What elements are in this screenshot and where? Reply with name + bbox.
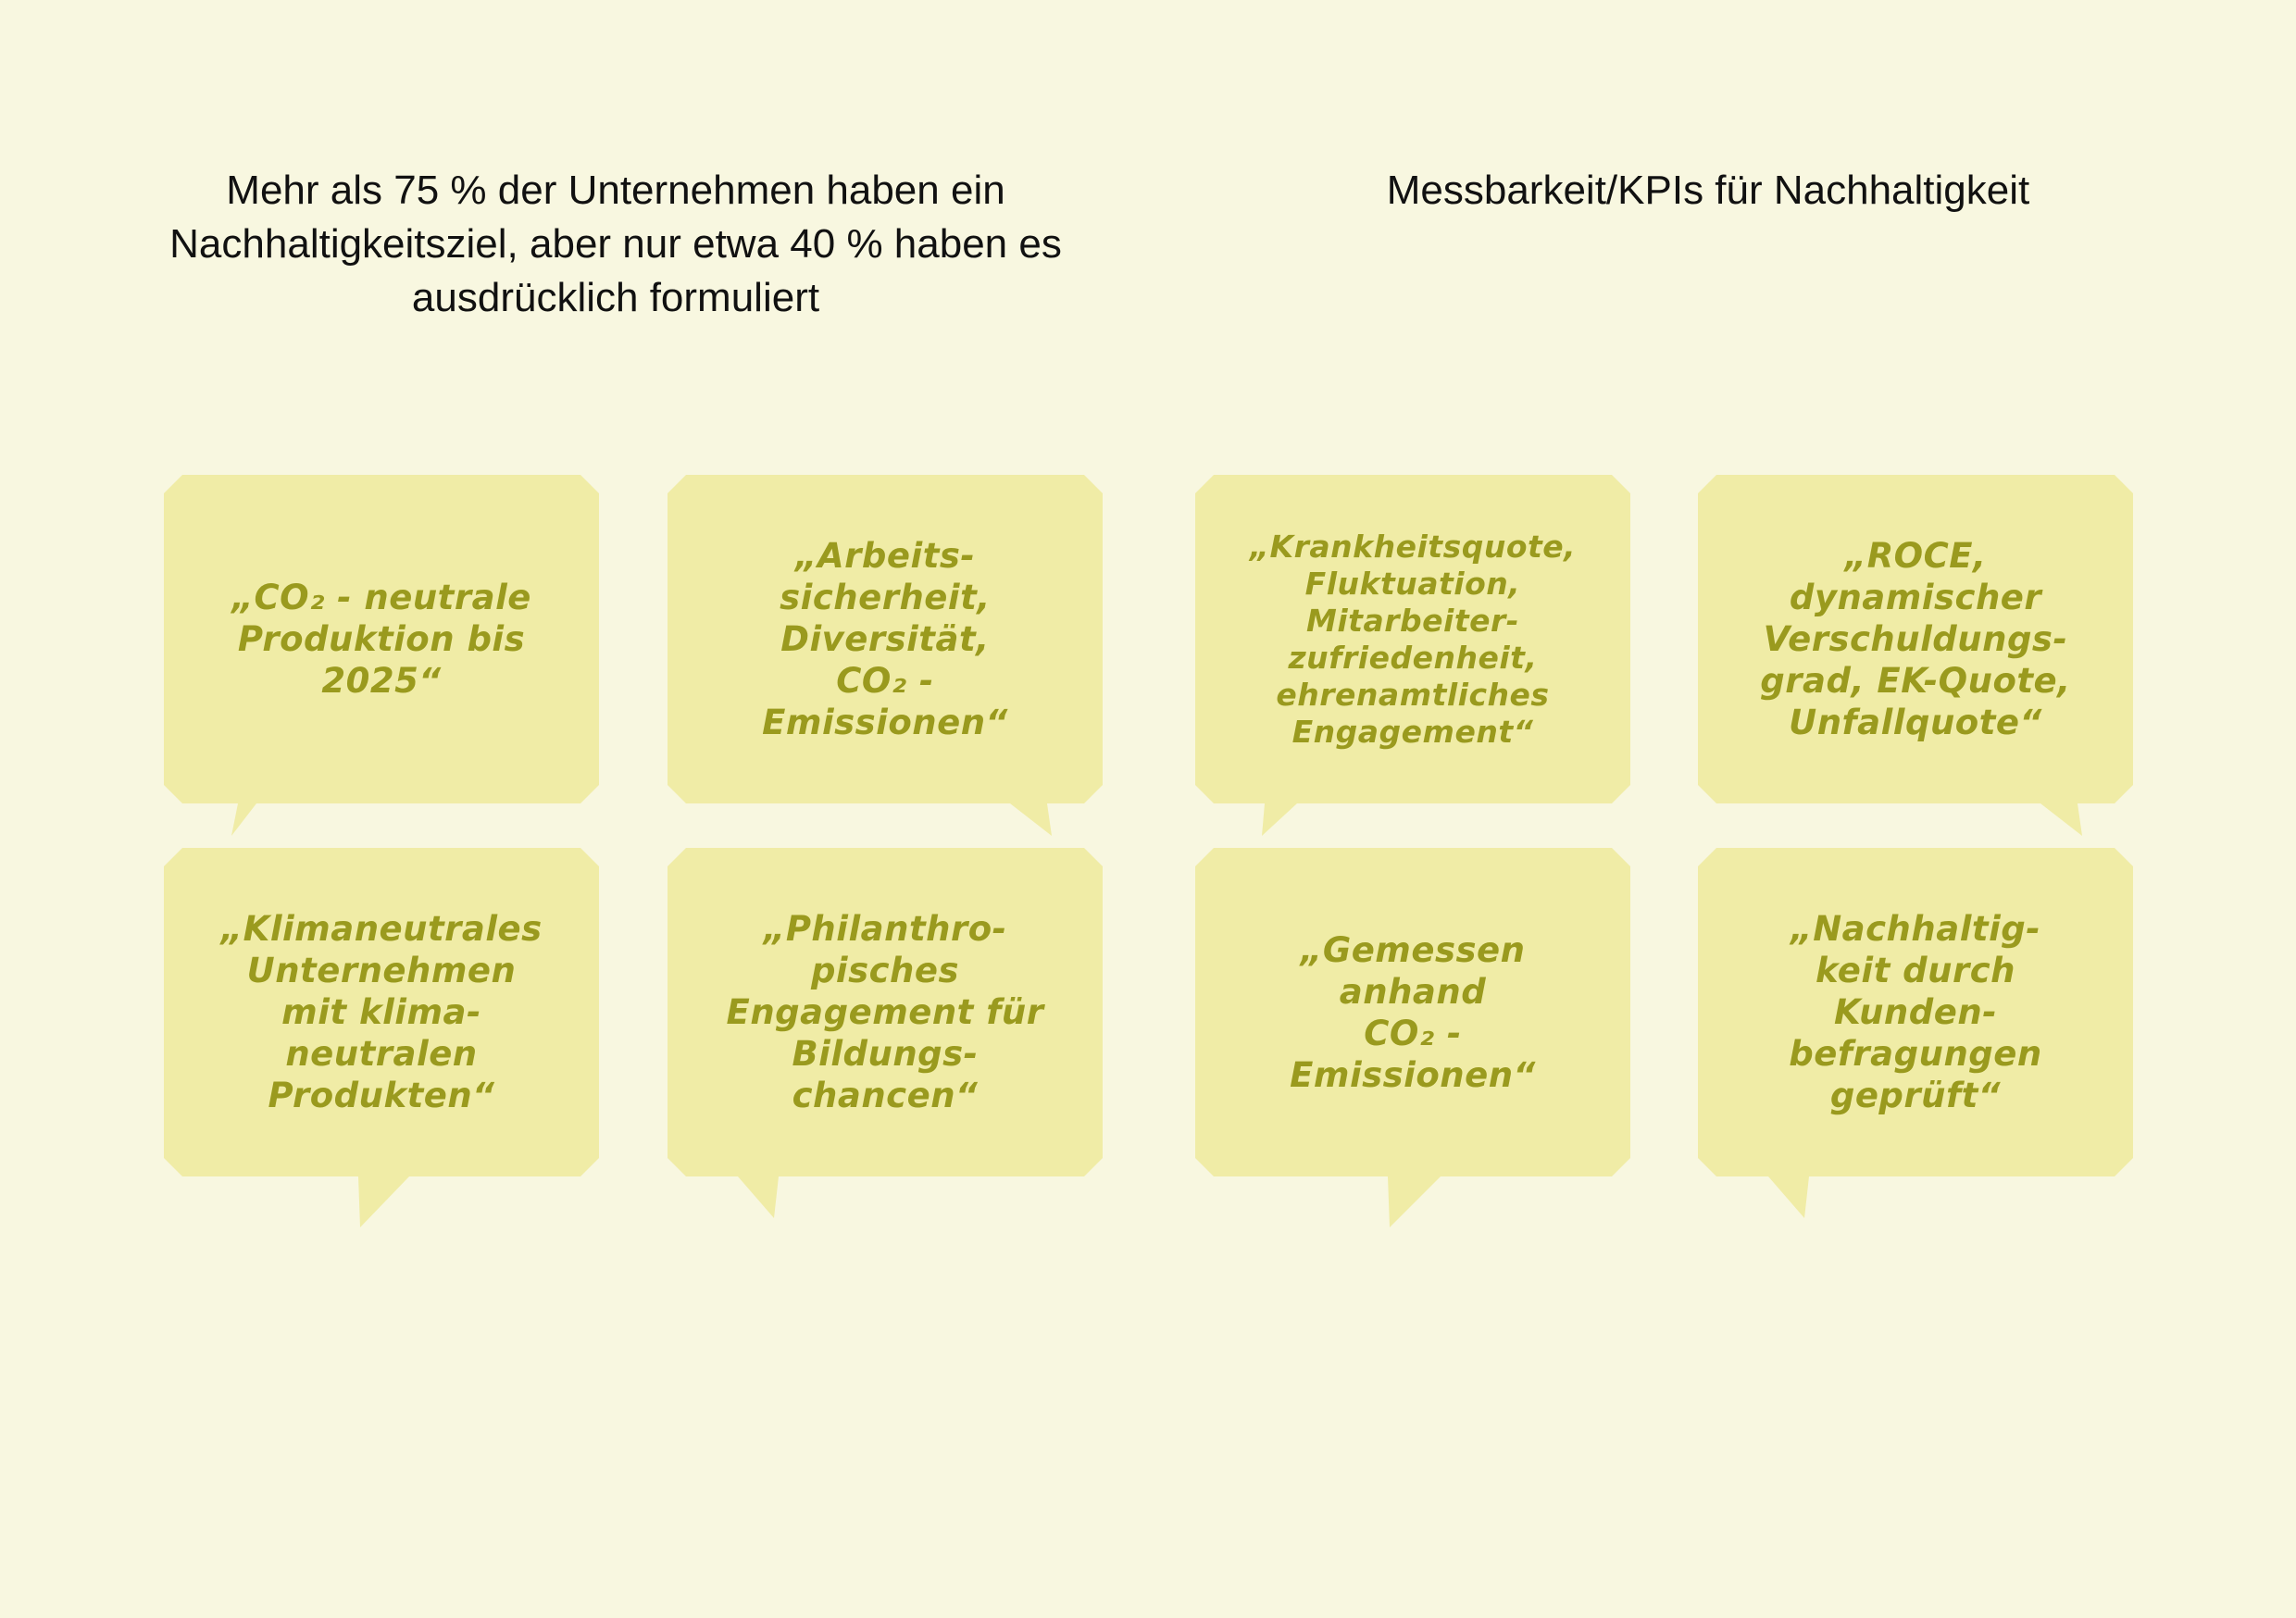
speech-bubble-2 [668,475,1103,808]
speech-bubble-8 [1698,848,2133,1181]
bubble-quote: „Philanthro- pisches Engagement für Bildungs- chancen“ [726,909,1044,1115]
bubble-quote: „Gemessen anhand CO₂ - Emissionen“ [1290,929,1536,1095]
bubble-quote: „Arbeits- sicherheit, Diversität, CO₂ - Emissionen“ [762,536,1008,742]
bubble-quote: „Krankheitsquote, Fluktuation, Mitarbeiter- zufriedenheit, ehrenamtliches Engagement“ [1249,528,1577,750]
speech-bubble-7 [1195,848,1630,1181]
speech-bubble-5 [164,848,599,1181]
heading-kpis: Messbarkeit/KPIs für Nachhaltigkeit [1386,168,2030,213]
speech-bubble-4 [1698,475,2133,808]
speech-bubble-6 [668,848,1103,1181]
bubble-quote: „CO₂ - neutrale Produktion bis 2025“ [231,578,531,701]
bubble-quote: „ROCE, dynamischer Verschuldungs- grad, EK-Quote, Unfallquote“ [1760,536,2071,742]
speech-bubble-3 [1195,475,1630,808]
bubble-quote: „Nachhaltig- keit durch Kunden- befragungen geprüft“ [1789,909,2042,1115]
speech-bubble-1 [164,475,599,808]
bubble-quote: „Klimaneutrales Unternehmen mit klima- neutralen Produkten“ [220,909,543,1115]
heading-sustainability-goal: Mehr als 75 % der Unternehmen haben ein Nachhaltigkeitsziel, aber nur etwa 40 % haben es ausdrücklich formuliert [169,168,1062,320]
